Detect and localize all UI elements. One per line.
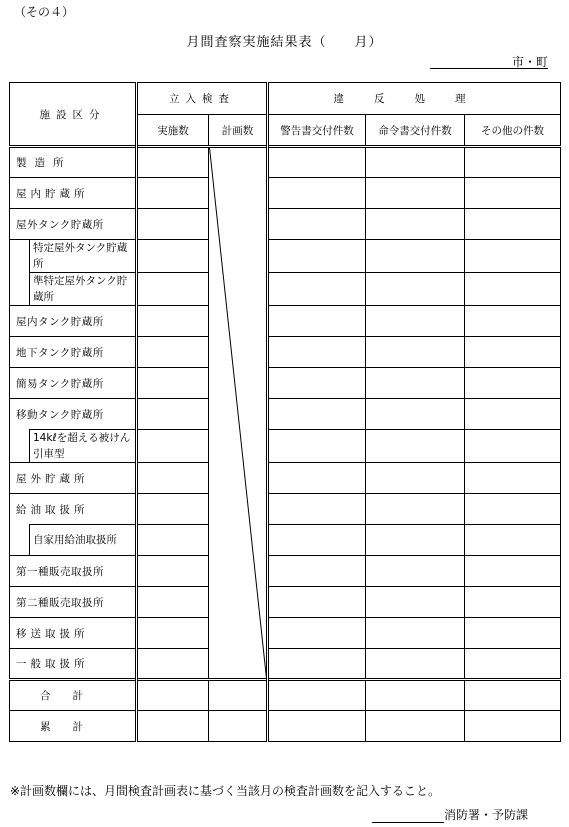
- cell-done[interactable]: [137, 525, 209, 556]
- row-label: 14kℓを超える被けん引車型: [30, 430, 137, 463]
- table-row: [10, 494, 561, 525]
- signature-blank[interactable]: [372, 808, 444, 823]
- cell-warning[interactable]: [268, 147, 366, 178]
- cell-other[interactable]: [465, 147, 561, 178]
- row-label: 屋内タンク貯蔵所: [10, 306, 137, 337]
- cell-other[interactable]: [465, 209, 561, 240]
- cell-done[interactable]: [137, 240, 209, 273]
- cell-done[interactable]: [137, 587, 209, 618]
- cell-done[interactable]: [137, 337, 209, 368]
- cell-done[interactable]: [137, 649, 209, 680]
- indent-spacer: [10, 525, 30, 556]
- cell-other[interactable]: [465, 711, 561, 742]
- cell-other[interactable]: [465, 556, 561, 587]
- row-label: 屋外タンク貯蔵所: [10, 209, 137, 240]
- cell-order[interactable]: [366, 147, 465, 178]
- row-label: 第一種販売取扱所: [10, 556, 137, 587]
- cell-order[interactable]: [366, 368, 465, 399]
- cell-other[interactable]: [465, 430, 561, 463]
- cell-done[interactable]: [137, 430, 209, 463]
- cell-done[interactable]: [137, 494, 209, 525]
- cell-other[interactable]: [465, 178, 561, 209]
- cell-plan[interactable]: [209, 711, 268, 742]
- row-label: 地下タンク貯蔵所: [10, 337, 137, 368]
- cell-other[interactable]: [465, 680, 561, 711]
- cell-order[interactable]: [366, 649, 465, 680]
- violation-header: 違反処理: [268, 83, 561, 115]
- cell-order[interactable]: [366, 525, 465, 556]
- table-row: [10, 273, 561, 306]
- row-label: 自家用給油取扱所: [30, 525, 137, 556]
- page-number: （その４）: [14, 5, 75, 19]
- cell-warning[interactable]: [268, 680, 366, 711]
- report-table: [9, 82, 561, 742]
- cell-order[interactable]: [366, 711, 465, 742]
- cell-done[interactable]: [137, 273, 209, 306]
- cell-other[interactable]: [465, 649, 561, 680]
- table-row: [10, 337, 561, 368]
- inspection-header: 立入検査: [137, 83, 268, 115]
- indent-spacer: [10, 240, 30, 273]
- cell-other[interactable]: [465, 525, 561, 556]
- cell-warning[interactable]: [268, 618, 366, 649]
- cell-done[interactable]: [137, 711, 209, 742]
- row-label: 特定屋外タンク貯蔵所: [30, 240, 137, 273]
- row-label: 給油取扱所: [10, 494, 137, 525]
- cell-order[interactable]: [366, 680, 465, 711]
- cumulative-row: [10, 711, 561, 742]
- footnote: ※計画数欄には、月間検査計画表に基づく当該月の検査計画数を記入すること。: [10, 784, 441, 798]
- cell-warning[interactable]: [268, 178, 366, 209]
- cell-done[interactable]: [137, 680, 209, 711]
- row-label: 簡易タンク貯蔵所: [10, 368, 137, 399]
- cell-order[interactable]: [366, 178, 465, 209]
- table-row: [10, 430, 561, 463]
- cell-order[interactable]: [366, 399, 465, 430]
- table-row: [10, 463, 561, 494]
- table-row: [10, 556, 561, 587]
- cell-warning[interactable]: [268, 209, 366, 240]
- table-row: [10, 147, 561, 178]
- cell-order[interactable]: [366, 209, 465, 240]
- signature-label: 消防署・予防課: [444, 808, 529, 822]
- cell-other[interactable]: [465, 587, 561, 618]
- cell-warning[interactable]: [268, 711, 366, 742]
- cell-other[interactable]: [465, 368, 561, 399]
- row-label: 移送取扱所: [10, 618, 137, 649]
- city-label: 市・町: [430, 53, 548, 69]
- cell-done[interactable]: [137, 399, 209, 430]
- table-row: [10, 587, 561, 618]
- cell-warning[interactable]: [268, 306, 366, 337]
- table-row: [10, 306, 561, 337]
- cell-done[interactable]: [137, 368, 209, 399]
- cell-order[interactable]: [366, 463, 465, 494]
- cell-order[interactable]: [366, 556, 465, 587]
- cell-done[interactable]: [137, 209, 209, 240]
- row-label: 屋外貯蔵所: [10, 463, 137, 494]
- cell-order[interactable]: [366, 240, 465, 273]
- cell-other[interactable]: [465, 337, 561, 368]
- cell-done[interactable]: [137, 556, 209, 587]
- cell-other[interactable]: [465, 306, 561, 337]
- facility-header: 施設区分: [10, 83, 137, 147]
- total-label: 合計: [10, 680, 137, 711]
- col-plan-header: 計画数: [209, 115, 268, 147]
- cell-order[interactable]: [366, 430, 465, 463]
- row-label: 屋内貯蔵所: [10, 178, 137, 209]
- signature-line: [372, 806, 528, 823]
- cell-warning[interactable]: [268, 556, 366, 587]
- total-row: [10, 680, 561, 711]
- cell-warning[interactable]: [268, 587, 366, 618]
- cell-other[interactable]: [465, 494, 561, 525]
- cell-warning[interactable]: [268, 649, 366, 680]
- col-warning-header: 警告書交付件数: [268, 115, 366, 147]
- cell-other[interactable]: [465, 240, 561, 273]
- cell-other[interactable]: [465, 399, 561, 430]
- cell-order[interactable]: [366, 618, 465, 649]
- page-title: 月間査察実施結果表（ 月）: [186, 35, 383, 50]
- table-row: [10, 178, 561, 209]
- table-row: [10, 368, 561, 399]
- cell-warning[interactable]: [268, 430, 366, 463]
- table-row: [10, 649, 561, 680]
- row-label: 移動タンク貯蔵所: [10, 399, 137, 430]
- indent-spacer: [10, 273, 30, 306]
- cell-done[interactable]: [137, 463, 209, 494]
- indent-spacer: [10, 430, 30, 463]
- cell-order[interactable]: [366, 273, 465, 306]
- cell-warning[interactable]: [268, 368, 366, 399]
- cell-warning[interactable]: [268, 273, 366, 306]
- table-row: [10, 209, 561, 240]
- cell-warning[interactable]: [268, 240, 366, 273]
- row-label: 準特定屋外タンク貯蔵所: [30, 273, 137, 306]
- cell-warning[interactable]: [268, 399, 366, 430]
- cell-other[interactable]: [465, 273, 561, 306]
- cell-warning[interactable]: [268, 525, 366, 556]
- cell-done[interactable]: [137, 178, 209, 209]
- cell-other[interactable]: [465, 618, 561, 649]
- cell-done[interactable]: [137, 147, 209, 178]
- col-done-header: 実施数: [137, 115, 209, 147]
- cumulative-label: 累計: [10, 711, 137, 742]
- cell-other[interactable]: [465, 463, 561, 494]
- row-label: 製造所: [10, 147, 137, 178]
- col-other-header: その他の件数: [465, 115, 561, 147]
- cell-warning[interactable]: [268, 463, 366, 494]
- cell-warning[interactable]: [268, 337, 366, 368]
- table-row: [10, 240, 561, 273]
- cell-order[interactable]: [366, 306, 465, 337]
- table-row: [10, 399, 561, 430]
- cell-order[interactable]: [366, 494, 465, 525]
- cell-plan[interactable]: [209, 680, 268, 711]
- cell-order[interactable]: [366, 337, 465, 368]
- row-label: 第二種販売取扱所: [10, 587, 137, 618]
- cell-plan-merged[interactable]: [209, 147, 268, 680]
- row-label: 一般取扱所: [10, 649, 137, 680]
- col-order-header: 命令書交付件数: [366, 115, 465, 147]
- table-row: [10, 525, 561, 556]
- cell-warning[interactable]: [268, 494, 366, 525]
- table-row: [10, 618, 561, 649]
- cell-done[interactable]: [137, 306, 209, 337]
- cell-order[interactable]: [366, 587, 465, 618]
- cell-done[interactable]: [137, 618, 209, 649]
